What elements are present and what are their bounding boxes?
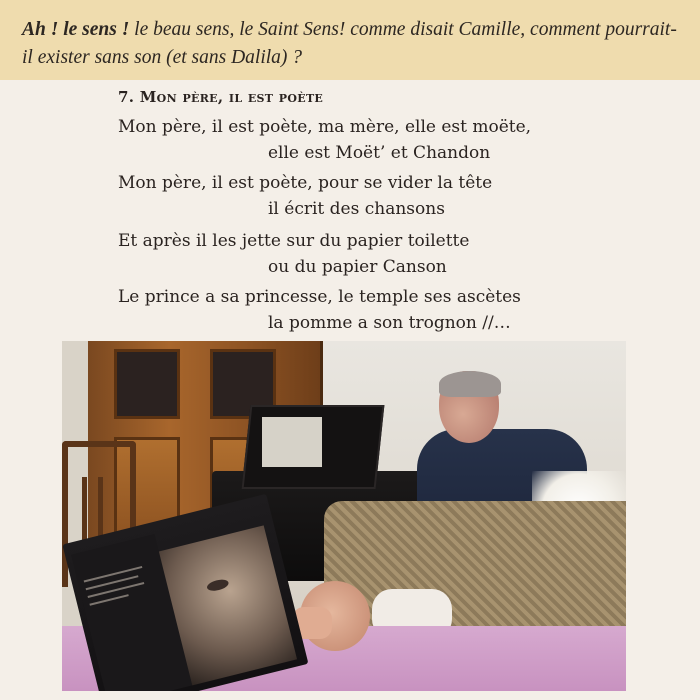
lyric-line: ou du papier Canson bbox=[268, 257, 447, 277]
lyric-line: Et après il les jette sur du papier toilette bbox=[118, 231, 470, 251]
song-lyrics bbox=[118, 80, 678, 333]
lyric-line: elle est Moët’ et Chandon bbox=[268, 143, 491, 163]
banner-text: le beau sens, le Saint Sens! comme disait Camille, comment pourrait-il exister sans son (et sans Dalila) ? bbox=[22, 19, 677, 68]
stanza-2 bbox=[118, 170, 492, 222]
photo-image bbox=[62, 341, 626, 691]
lyric-line: la pomme a son trognon //… bbox=[268, 313, 511, 333]
lyric-line: il écrit des chansons bbox=[268, 199, 445, 219]
stanza-1 bbox=[118, 114, 531, 166]
lyric-line: Mon père, il est poète, ma mère, elle est moëte, bbox=[118, 117, 532, 137]
song-title-text: 7. Mon père, il est poète bbox=[118, 88, 324, 106]
quote-banner bbox=[0, 0, 700, 80]
lyric-line: Mon père, il est poète, pour se vider la tête bbox=[118, 173, 493, 193]
banner-lead: Ah ! le sens ! bbox=[22, 19, 130, 40]
stanza-4 bbox=[118, 284, 521, 336]
cupboard-glass-panel bbox=[114, 349, 180, 419]
lyric-line: Le prince a sa princesse, le temple ses ascètes bbox=[118, 287, 521, 307]
song-title bbox=[118, 88, 678, 106]
stanza-3 bbox=[118, 228, 469, 280]
pianist-hair bbox=[439, 371, 501, 397]
sheet-music bbox=[262, 417, 322, 467]
